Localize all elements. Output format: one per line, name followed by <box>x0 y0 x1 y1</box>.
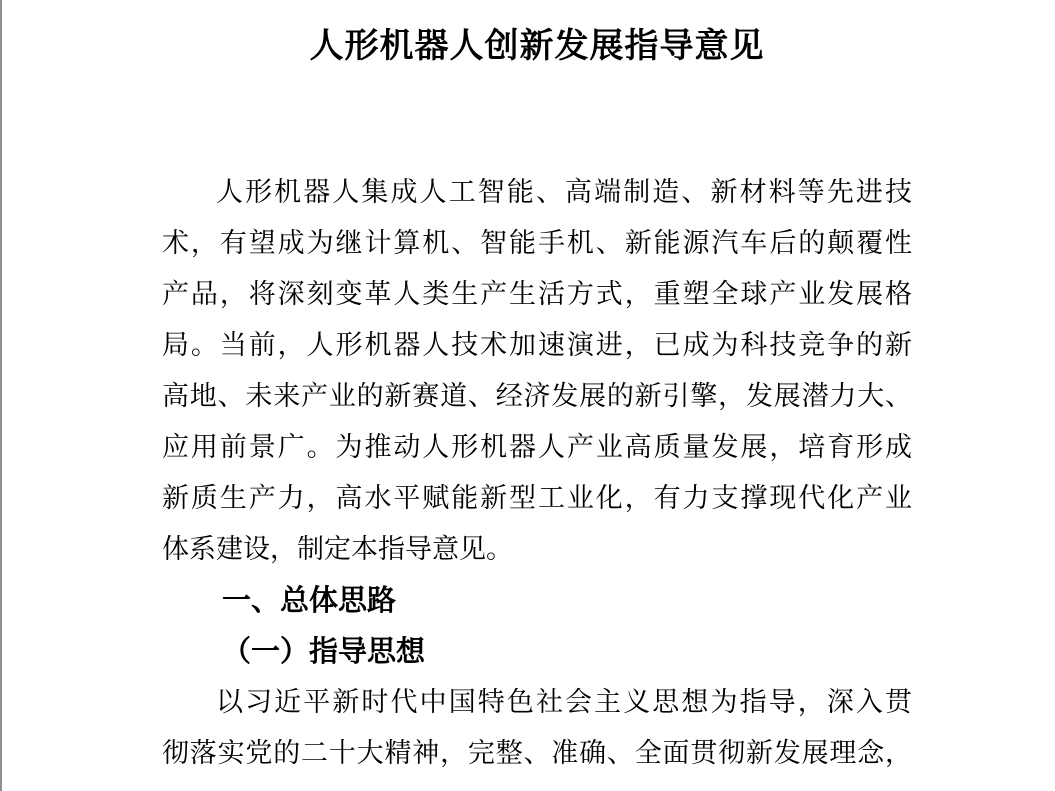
paragraph-line: 局。当前，人形机器人技术加速演进，已成为科技竞争的新 <box>162 330 912 361</box>
paragraph-line: 高地、未来产业的新赛道、经济发展的新引擎，发展潜力大、 <box>162 381 912 412</box>
paragraph-line: 术，有望成为继计算机、智能手机、新能源汽车后的颠覆性 <box>162 228 912 259</box>
paragraph-2 <box>162 677 912 779</box>
paragraph-line: 以习近平新时代中国特色社会主义思想为指导，深入贯 <box>216 687 912 718</box>
paragraph-line: 彻落实党的二十大精神，完整、准确、全面贯彻新发展理念， <box>162 738 912 769</box>
subsection-heading-guiding-ideology: （一）指导思想 <box>222 634 426 668</box>
paragraph-line: 产品，将深刻变革人类生产生活方式，重塑全球产业发展格 <box>162 279 912 310</box>
paragraph-line: 人形机器人集成人工智能、高端制造、新材料等先进技 <box>216 177 912 208</box>
document-title: 人形机器人创新发展指导意见 <box>309 26 765 66</box>
title-gap <box>162 68 912 167</box>
paragraph-line: 应用前景广。为推动人形机器人产业高质量发展，培育形成 <box>162 432 912 463</box>
paragraph-line: 新质生产力，高水平赋能新型工业化，有力支撑现代化产业 <box>162 483 912 514</box>
paragraph-line: 体系建设，制定本指导意见。 <box>162 534 513 565</box>
section-heading-overall-approach: 一、总体思路 <box>222 583 397 617</box>
text-column <box>162 24 912 779</box>
paragraph-1 <box>162 167 912 575</box>
